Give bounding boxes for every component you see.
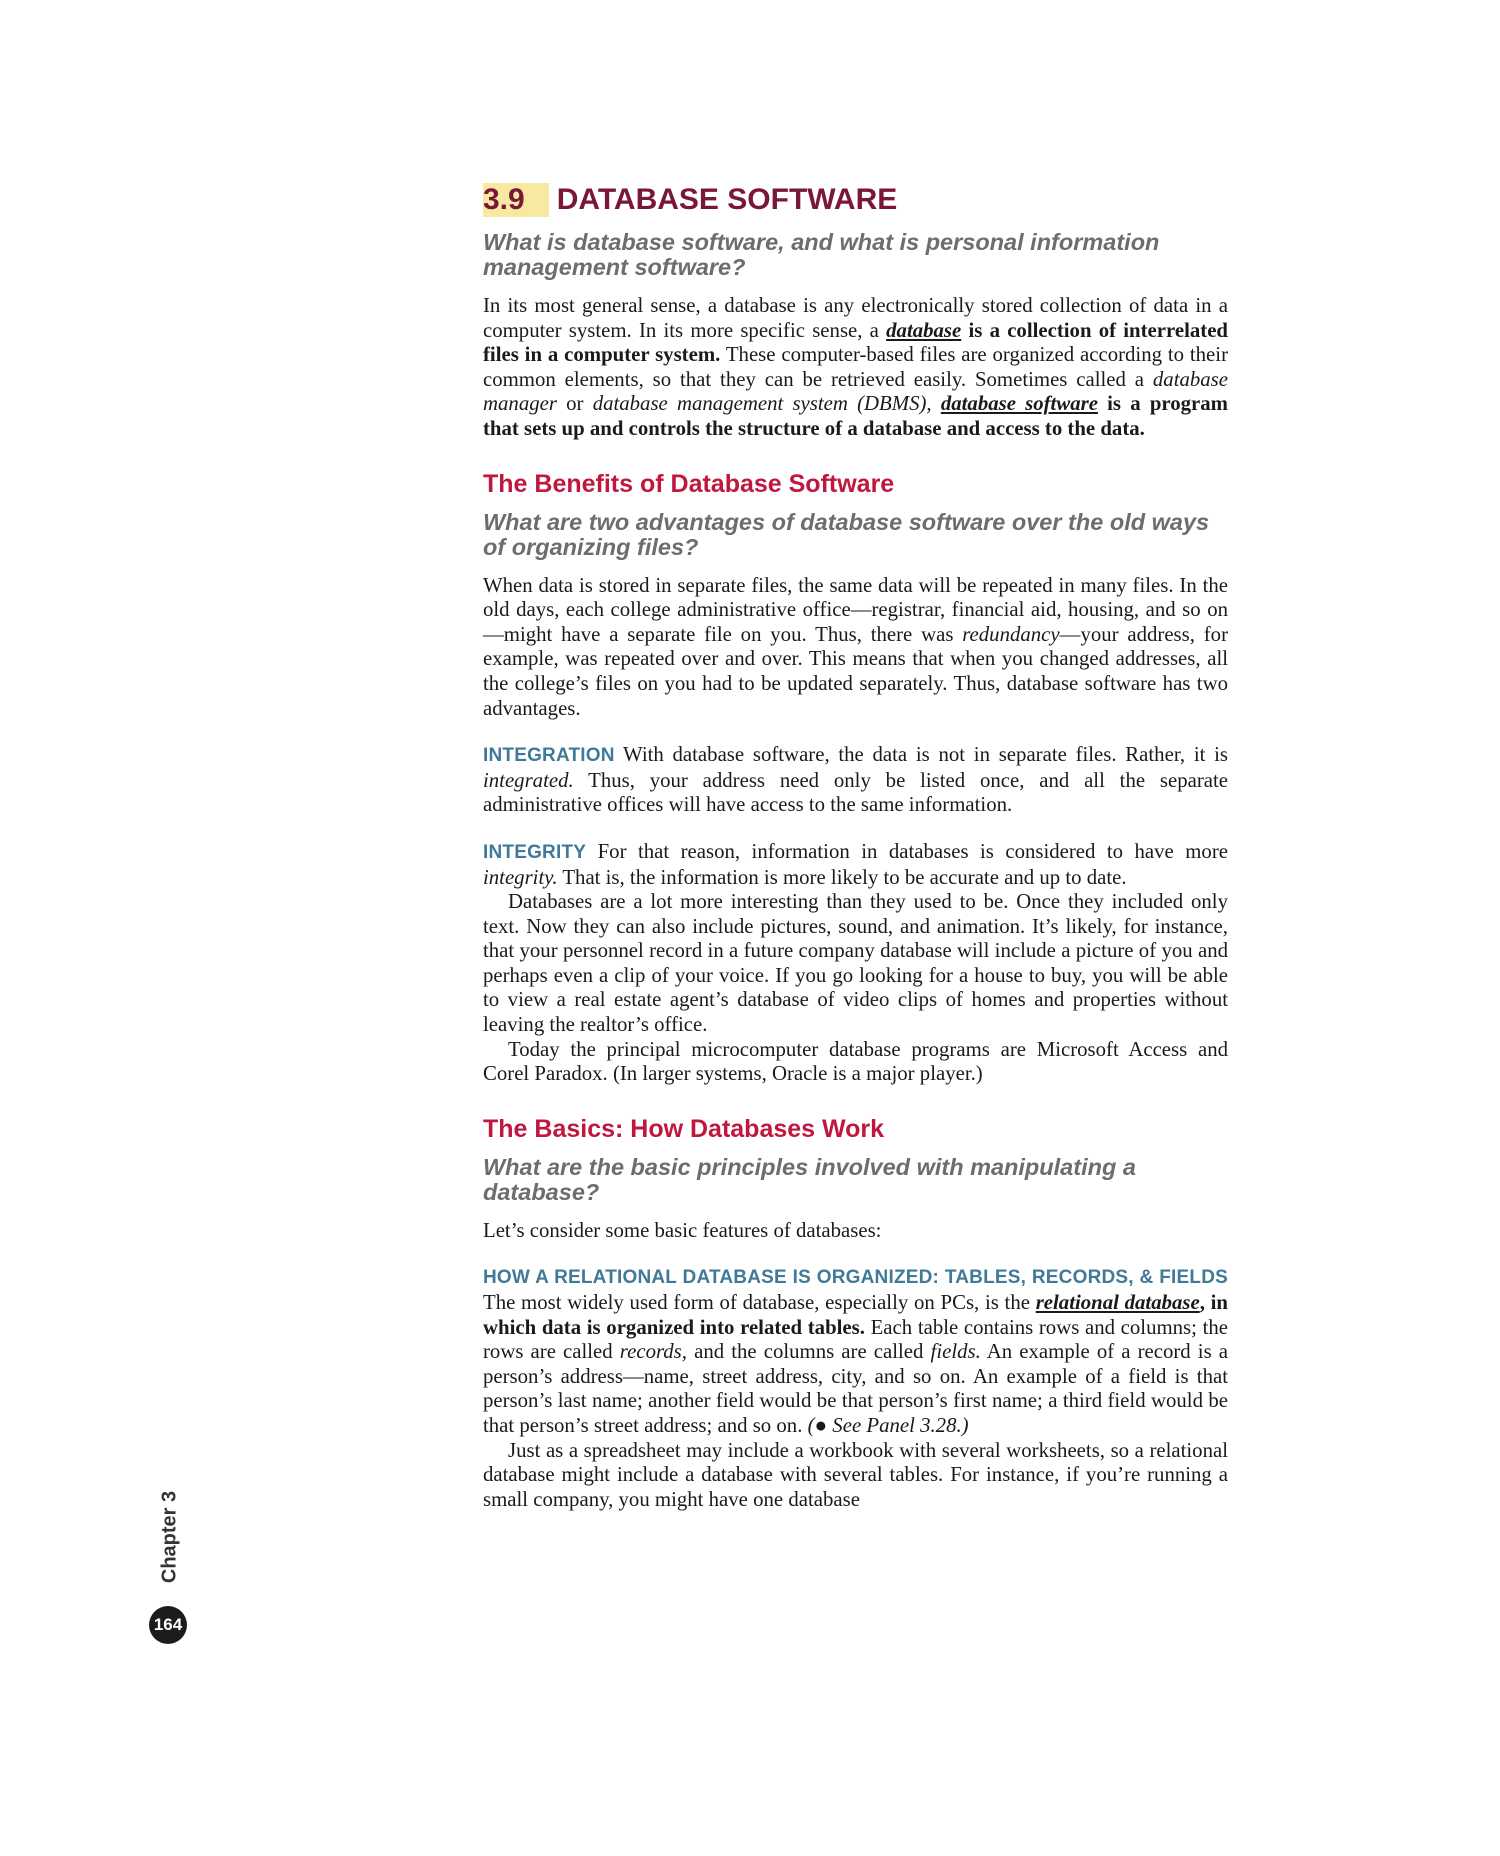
benefits-question: What are two advantages of database software over the old ways of organizing files? xyxy=(483,508,1210,560)
text-run: or xyxy=(556,392,593,416)
key-term-database-software: database software xyxy=(940,392,1098,416)
text-run: When data is stored in separate files, the same data will be repeated in many files. In the old days, each college administrative office—registrar, financial aid, housing, and so on—might have a separate file on you. Thus, there was xyxy=(483,573,1228,646)
integration-paragraph xyxy=(483,743,1228,818)
italic-term: integrated. xyxy=(483,768,574,792)
integration-label: INTEGRATION xyxy=(483,745,615,767)
text-run xyxy=(932,392,941,415)
definition-database: is a collection of interrelated files in a computer system. xyxy=(483,318,1228,367)
italic-term: database management system (DBMS), xyxy=(592,392,932,416)
integrity-paragraph xyxy=(483,840,1228,890)
page-number-badge: 164 xyxy=(149,1606,187,1644)
italic-term: records, xyxy=(619,1340,687,1364)
basics-heading: The Basics: How Databases Work xyxy=(483,1114,885,1143)
spreadsheet-paragraph: Just as a spreadsheet may include a workbook with several worksheets, so a relational database might include a database with several tables. For instance, if you’re running a small company, you might have one database xyxy=(483,1438,1228,1511)
benefits-heading: The Benefits of Database Software xyxy=(483,469,895,498)
text-run: That is, the information is more likely to be accurate and up to date. xyxy=(557,865,1127,889)
panel-reference[interactable]: (● See Panel 3.28.) xyxy=(807,1414,969,1437)
text-run: The most widely used form of database, especially on PCs, is the xyxy=(483,1291,1036,1315)
section-heading xyxy=(483,180,1228,220)
section-title: DATABASE SOFTWARE xyxy=(556,183,898,216)
text-run: In its most general sense, a database is any electronically stored collection of data in a computer system. In its more specific sense, a xyxy=(483,294,1228,342)
definition-relational-database: , in which data is organized into related tables. xyxy=(483,1291,1229,1339)
main-column xyxy=(483,180,1228,1512)
section-number: 3.9 xyxy=(483,183,549,217)
benefits-paragraph xyxy=(483,574,1228,722)
integrity-label: INTEGRITY xyxy=(483,841,587,863)
bullet-icon: ● xyxy=(814,1414,828,1437)
relational-label: HOW A RELATIONAL DATABASE IS ORGANIZED: TABLES, RECORDS, & FIELDS xyxy=(483,1267,1228,1289)
basics-question: What are the basic principles involved with manipulating a database? xyxy=(483,1153,1136,1205)
key-term-database: database xyxy=(886,318,962,342)
text-run: For that reason, information in databases is considered to have more xyxy=(586,839,1228,863)
text-run: These computer-based files are organized according to their common elements, so that they can be retrieved easily. Sometimes called a xyxy=(483,343,1228,391)
text-run: —your address, for example, was repeated over and over. This means that when you changed addresses, all the college’s files on you had to be updated separately. Thus, database software has two advantages. xyxy=(483,622,1228,720)
italic-term: redundancy xyxy=(962,622,1060,646)
intro-paragraph xyxy=(483,294,1228,442)
basics-intro: Let’s consider some basic features of databases: xyxy=(483,1218,882,1242)
programs-paragraph: Today the principal microcomputer database programs are Microsoft Access and Corel Paradox. (In larger systems, Oracle is a major player.) xyxy=(483,1037,1228,1086)
multimedia-paragraph: Databases are a lot more interesting than they used to be. Once they included only text. Now they can also include pictures, sound, and animation. It’s likely, for instance, that your personnel record in a future company database will include a picture of you and perhaps even a clip of your voice. If you go looking for a house to buy, you will be able to view a real estate agent’s database of video clips of homes and properties without leaving the realtor’s office. xyxy=(483,890,1228,1037)
text-run: Each table contains rows and columns; the rows are called xyxy=(483,1315,1228,1364)
italic-term: integrity. xyxy=(483,865,558,889)
text-run: and the columns are called xyxy=(686,1340,931,1364)
italic-term: database manager xyxy=(483,367,1228,416)
text-run: Thus, your address need only be listed once, and all the separate administrative offices will have access to the same information. xyxy=(483,768,1228,817)
relational-paragraph xyxy=(483,1265,1228,1438)
text-run: With database software, the data is not in separate files. Rather, it is xyxy=(614,743,1228,767)
section-question: What is database software, and what is personal information management software? xyxy=(483,229,1160,280)
text-run: An example of a record is a person’s address—name, street address, city, and so on. An example of a field is that person’s last name; another field would be that person’s first name; a third field would be that person’s street address; and so on. xyxy=(483,1340,1229,1437)
key-term-relational-database: relational database xyxy=(1035,1291,1200,1315)
definition-database-software: is a program that sets up and controls the structure of a database and access to the data. xyxy=(483,392,1228,440)
italic-term: fields. xyxy=(930,1340,981,1364)
chapter-label: Chapter 3 xyxy=(158,1490,181,1584)
